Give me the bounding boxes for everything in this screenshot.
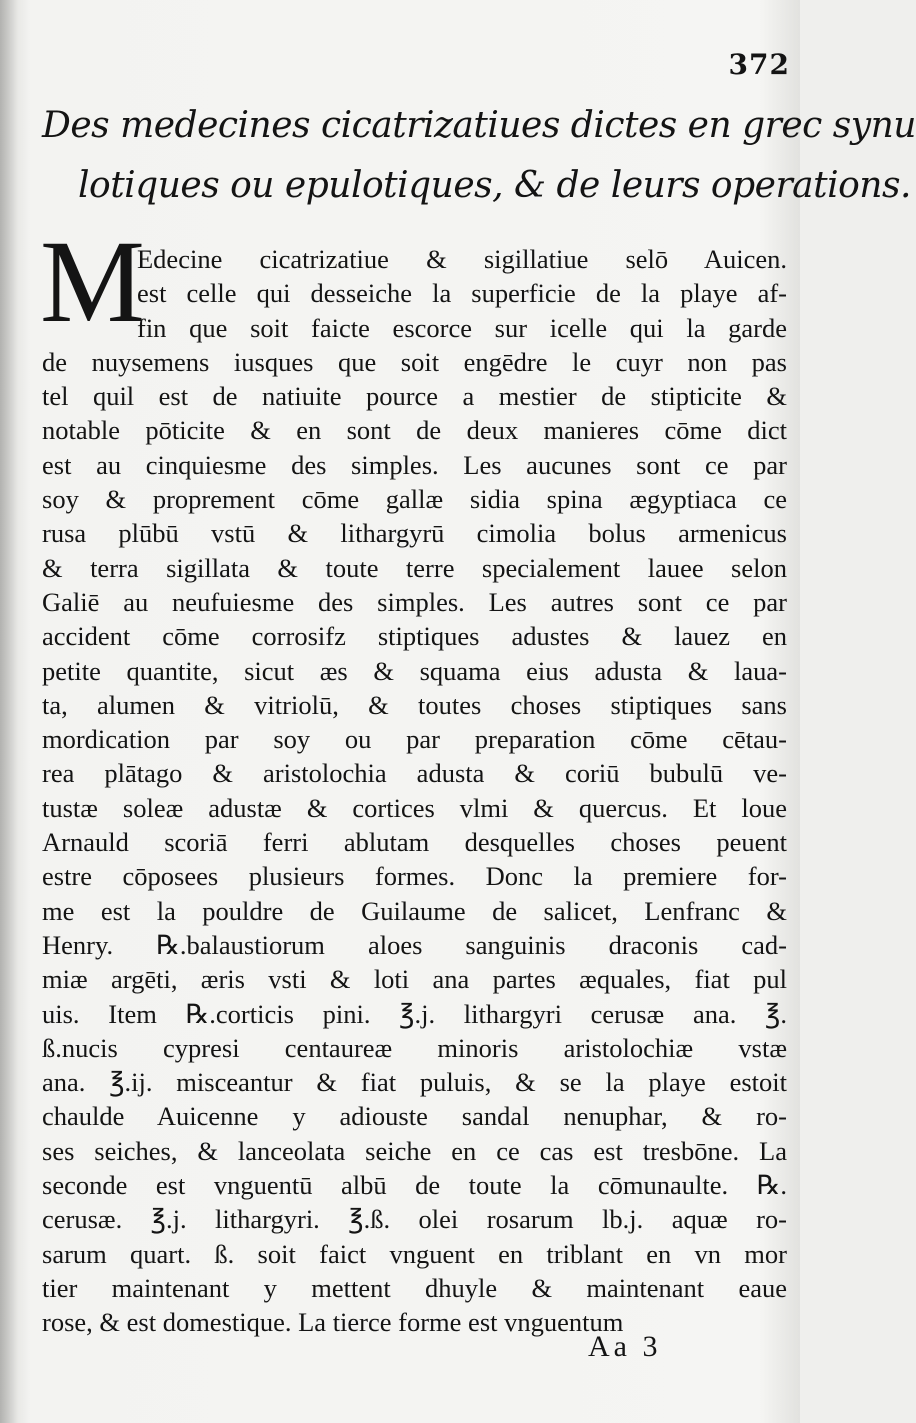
body-line: cerusæ. ℥.j. lithargyri. ℥.ß. olei rosarum lb.j. aquæ ro- [42, 1204, 787, 1235]
body-line: & terra sigillata & toute terre specialement lauee selon [42, 552, 787, 583]
body-line: ses seiches, & lanceolata seiche en ce cas est tresbōne. La [42, 1135, 787, 1166]
page-number: 372 [728, 48, 790, 81]
body-line: est au cinquiesme des simples. Les aucunes sont ce par [42, 449, 787, 480]
body-line: Henry. ℞.balaustiorum aloes sanguinis draconis cad- [42, 929, 787, 960]
body-line: fin que soit faicte escorce sur icelle qui la garde [137, 312, 787, 343]
body-line: seconde est vnguentū albū de toute la cōmunaulte. ℞. [42, 1170, 787, 1201]
body-line: ß.nucis cypresi centaureæ minoris aristolochiæ vstæ [42, 1032, 787, 1063]
body-line: tier maintenant y mettent dhuyle & maintenant eaue [42, 1272, 787, 1303]
body-line: sarum quart. ß. soit faict vnguent en triblant en vn mor [42, 1238, 787, 1269]
title-line-2: lotiques ou epulotiques, & de leurs operations. [78, 165, 911, 206]
body-line: notable pōticite & en sont de deux manieres cōme dict [42, 415, 787, 446]
body-line: est celle qui desseiche la superficie de la playe af- [137, 278, 787, 309]
body-line: rose, & est domestique. La tierce forme est vnguentum [42, 1307, 624, 1338]
body-line: tustæ soleæ adustæ & cortices vlmi & quercus. Et loue [42, 792, 787, 823]
body-line: ta, alumen & vitriolū, & toutes choses stiptiques sans [42, 689, 787, 720]
body-line: de nuysemens iusques que soit engēdre le cuyr non pas [42, 346, 787, 377]
body-line: estre cōposees plusieurs formes. Donc la premiere for- [42, 861, 787, 892]
body-line: petite quantite, sicut æs & squama eius adusta & laua- [42, 655, 787, 686]
body-line: tel quil est de natiuite pource a mestier de stipticite & [42, 381, 787, 412]
body-line: rusa plūbū vstū & lithargyrū cimolia bolus armenicus [42, 518, 787, 549]
body-line: accident cōme corrosifz stiptiques adustes & lauez en [42, 621, 787, 652]
title-line-1: Des medecines cicatrizatiues dictes en grec synu [42, 105, 916, 146]
body-line: Arnauld scoriā ferri ablutam desquelles choses peuent [42, 827, 787, 858]
chapter-title [42, 96, 916, 216]
drop-cap-initial: M [40, 216, 145, 347]
body-line: uis. Item ℞.corticis pini. ℥.j. lithargyri cerusæ ana. ℥. [42, 998, 787, 1029]
body-line: me est la pouldre de Guilaume de salicet, Lenfranc & [42, 895, 787, 926]
body-line: Edecine cicatrizatiue & sigillatiue selō Auicen. [137, 244, 787, 274]
body-line: Galiē au neufuiesme des simples. Les autres sont ce par [42, 586, 787, 617]
body-line: mordication par soy ou par preparation cōme cētau- [42, 724, 787, 755]
body-line: soy & proprement cōme gallæ sidia spina ægyptiaca ce [42, 484, 787, 515]
body-line: miæ argēti, æris vsti & loti ana partes æquales, fiat pul [42, 964, 787, 995]
body-line: rea plātago & aristolochia adusta & coriū bubulū ve- [42, 758, 787, 789]
body-line: ana. ℥.ij. misceantur & fiat puluis, & se la playe estoit [42, 1067, 787, 1098]
signature-mark: Aa 3 [588, 1330, 662, 1363]
body-line: chaulde Auicenne y adiouste sandal nenuphar, & ro- [42, 1101, 787, 1132]
body-text [42, 242, 787, 1340]
